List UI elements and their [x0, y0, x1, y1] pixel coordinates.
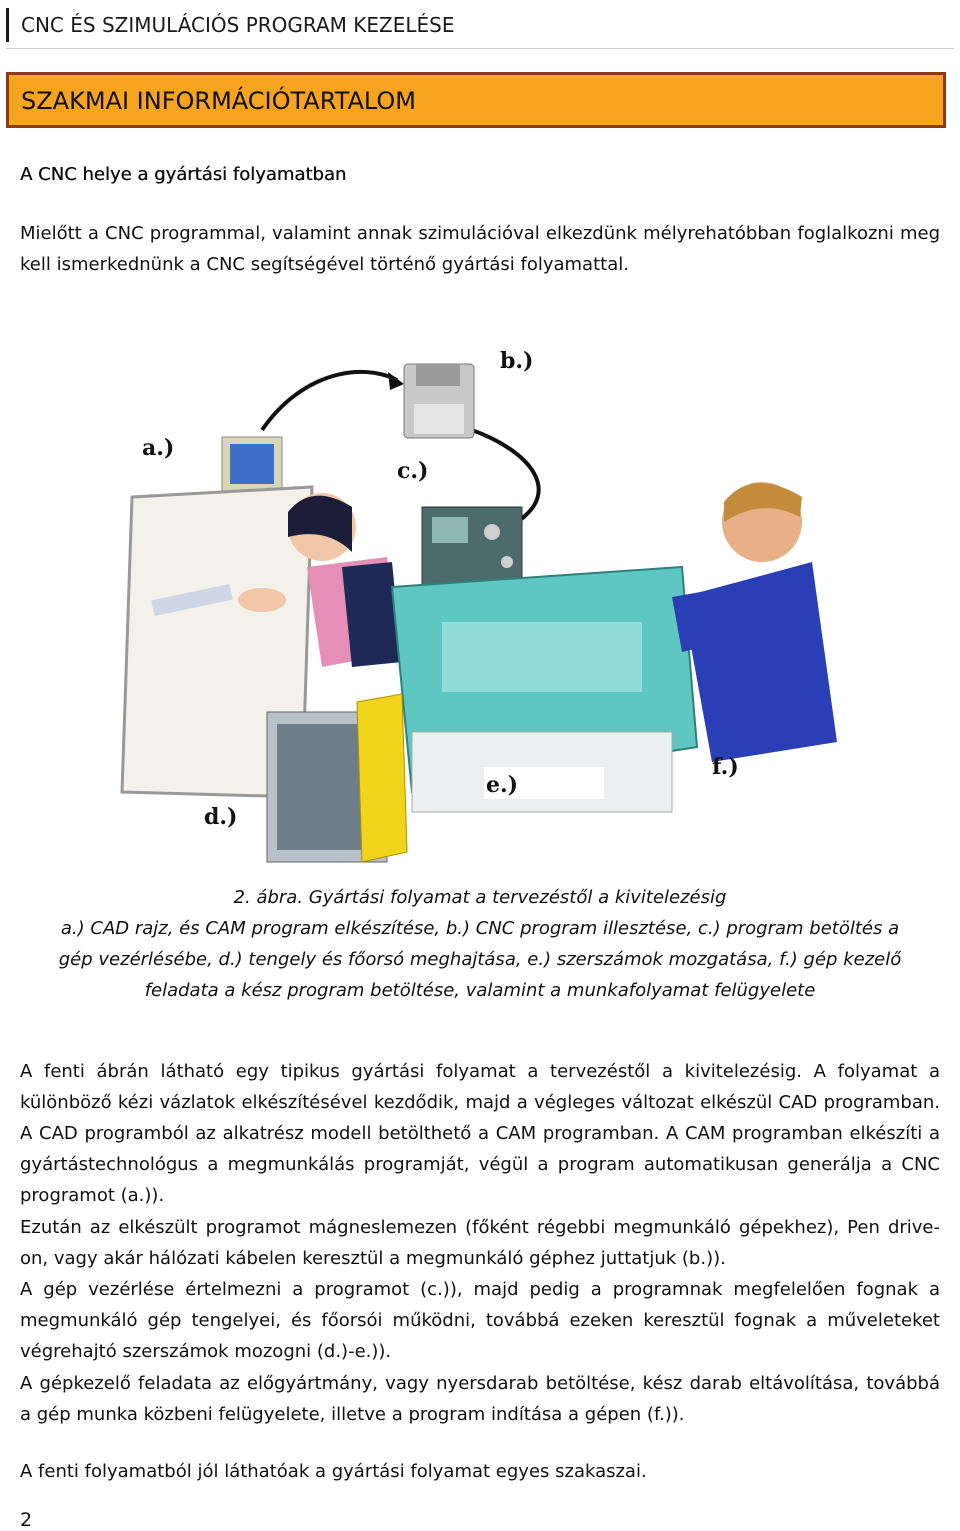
paragraph-4: A gépkezelő feladata az előgyártmány, vagy nyersdarab betöltése, kész darab eltávolítása, továbbá a gép munka közbeni felügyelete, illetve a program indítása a gépen (f.)).: [20, 1373, 940, 1425]
control-panel: [422, 507, 522, 587]
label-e: e.): [486, 772, 519, 798]
caption-line-4: feladata a kész program betöltése, valamint a munkafolyamat felügyelete: [144, 980, 816, 1001]
paragraph-2: Ezután az elkészült programot mágneslemezen (főként régebbi megmunkáló gépekhez), Pen drive-on, vagy akár hálózati kábelen keresztül a megmunkáló géphez juttatjuk (b.)).: [20, 1217, 940, 1269]
arrow-a-to-b: [262, 372, 397, 430]
caption-line-1: 2. ábra. Gyártási folyamat a tervezéstől a kivitelezésig: [233, 887, 727, 908]
paragraph-5: A fenti folyamatból jól láthatóak a gyártási folyamat egyes szakaszai.: [20, 1461, 647, 1482]
caption-line-3: gép vezérlésébe, d.) tengely és főorsó meghajtása, e.) szerszámok mozgatása, f.) gép kezelő: [58, 949, 902, 970]
process-figure: [112, 322, 848, 870]
process-illustration: [112, 322, 848, 870]
paragraph-1: A fenti ábrán látható egy tipikus gyártási folyamat a tervezéstől a kivitelezésig. A folyamat a különböző kézi vázlatok elkészítésével kezdődik, majd a végleges változat elkészül CAD programban. A CAD programból az alkatrész modell betölthető a CAM programban. A CAM programban elkészíti a gyártástechnológus a megmunkálás programját, végül a program automatikusan generálja a CNC programot (a.)).: [20, 1061, 940, 1206]
caption-line-2: a.) CAD rajz, és CAM program elkészítése, b.) CNC program illesztése, c.) program betöltés a: [60, 918, 900, 939]
label-b: b.): [500, 348, 534, 374]
subsection-title: A CNC helye a gyártási folyamatban: [20, 164, 347, 185]
label-a: a.): [142, 435, 175, 461]
floppy-disk: [404, 364, 474, 438]
cnc-lathe: [392, 567, 697, 812]
arrow-head-b: [388, 372, 404, 390]
intro-paragraph: Mielőtt a CNC programmal, valamint annak szimulációval elkezdünk mélyrehatóbban foglalkozni meg kell ismerkednünk a CNC segítségével történő gyártási folyamattal.: [20, 223, 940, 275]
label-c: c.): [397, 458, 429, 484]
electrical-cabinet: [267, 694, 407, 862]
operator-figure: [672, 482, 837, 762]
page-header: CNC ÉS SZIMULÁCIÓS PROGRAM KEZELÉSE: [6, 8, 960, 42]
figure-caption: [20, 882, 940, 1006]
paragraph-3: A gép vezérlése értelmezni a programot (c.)), majd pedig a programnak megfelelően fognak a megmunkáló gép tengelyei, és főorsói működni, továbbá ezeken keresztül fognak a műveleteket végrehajtó szerszámok mozogni (d.)-e.)).: [20, 1279, 940, 1362]
label-d: d.): [204, 804, 238, 830]
section-title: SZAKMAI INFORMÁCIÓTARTALOM: [6, 72, 946, 128]
page-number: 2: [20, 1509, 33, 1531]
header-rule: [6, 48, 954, 49]
label-f: f.): [712, 754, 739, 780]
